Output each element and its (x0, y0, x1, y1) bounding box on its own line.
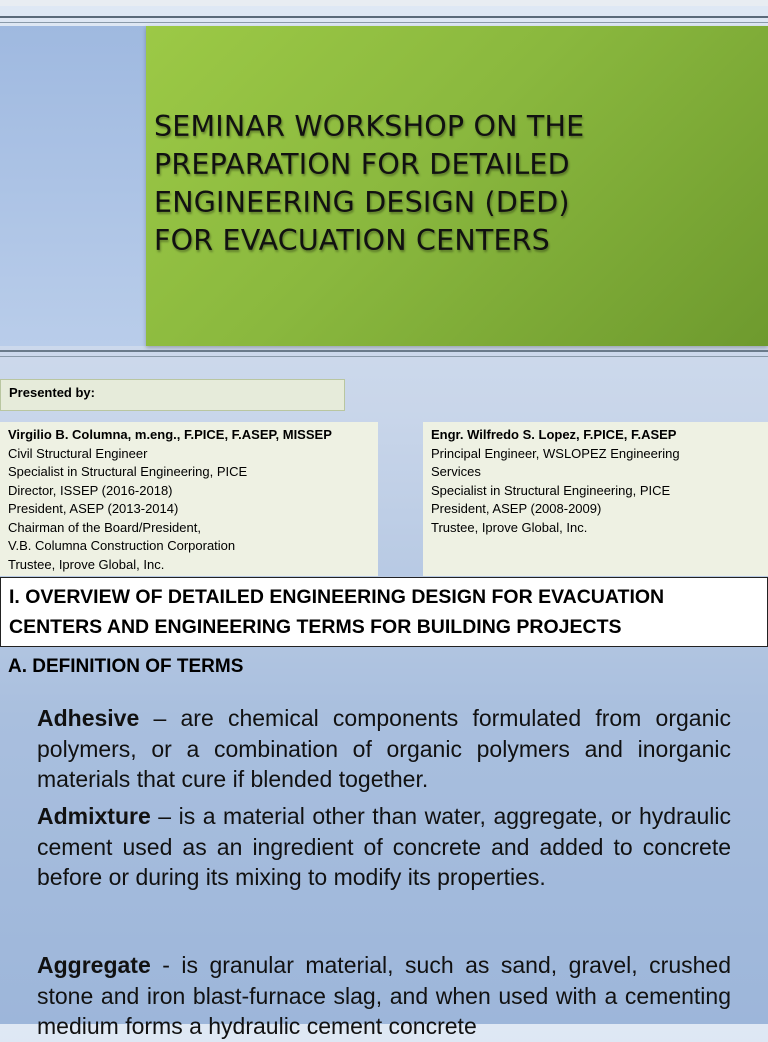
speaker-credential: Civil Structural Engineer (8, 445, 148, 461)
title-line: FOR EVACUATION CENTERS (154, 224, 550, 257)
speaker-credential: Specialist in Structural Engineering, PICE (8, 464, 248, 479)
section-heading-line: CENTERS AND ENGINEERING TERMS FOR BUILDING PROJECTS (9, 616, 622, 638)
term-aggregate (37, 950, 731, 1042)
term-definition: – are chemical components formulated from organic polymers, or a combination of organic polymers and inorganic materials that cure if blended together. (37, 705, 731, 792)
speaker-name: Engr. Wilfredo S. Lopez, F.PICE, F.ASEP (431, 427, 677, 442)
definitions-heading: A. DEFINITION OF TERMS (8, 656, 244, 677)
speaker-credential: President, ASEP (2013-2014) (8, 501, 179, 516)
speaker-credential: Chairman of the Board/President, (8, 519, 201, 535)
term-name: Admixture (37, 803, 151, 829)
top-strip (0, 0, 768, 6)
left-accent-block (0, 26, 146, 346)
speaker-card-lopez (423, 422, 768, 576)
section-heading-line: I. OVERVIEW OF DETAILED ENGINEERING DESIGN FOR EVACUATION (9, 586, 665, 608)
middle-divider-thin (0, 356, 768, 357)
top-divider-thin (0, 22, 768, 23)
title-line: PREPARATION FOR DETAILED (154, 148, 570, 181)
term-definition: - is granular material, such as sand, gravel, crushed stone and iron blast-furnace slag, and when used with a cementing medium forms a hydraulic cement concrete (37, 952, 731, 1039)
speaker-credential: Principal Engineer, WSLOPEZ Engineering (431, 445, 680, 461)
speaker-card-columna (0, 422, 378, 576)
speaker-credential: Services (431, 464, 481, 479)
speaker-name: Virgilio B. Columna, m.eng., F.PICE, F.ASEP, MISSEP (8, 427, 332, 442)
top-divider (0, 16, 768, 18)
seminar-title (154, 108, 764, 260)
speaker-credential: Director, ISSEP (2016-2018) (8, 482, 173, 498)
speaker-credential: Trustee, Iprove Global, Inc. (8, 556, 165, 572)
term-adhesive (37, 703, 731, 795)
title-line: ENGINEERING DESIGN (DED) (154, 186, 570, 219)
section-heading-box (0, 577, 768, 647)
speaker-credential: Trustee, Iprove Global, Inc. (431, 519, 588, 535)
presented-by-label: Presented by: (0, 379, 345, 411)
term-name: Adhesive (37, 705, 140, 731)
term-definition: – is a material other than water, aggregate, or hydraulic cement used as an ingredient of concrete and added to concrete before or during its mixing to modify its properties. (37, 803, 731, 890)
term-name: Aggregate (37, 952, 151, 978)
speaker-credential: Specialist in Structural Engineering, PICE (431, 482, 671, 498)
speaker-credential: V.B. Columna Construction Corporation (8, 538, 236, 553)
middle-divider (0, 350, 768, 352)
title-line: SEMINAR WORKSHOP ON THE (154, 110, 585, 143)
term-admixture (37, 801, 731, 893)
title-panel (146, 26, 768, 346)
speaker-credential: President, ASEP (2008-2009) (431, 501, 602, 516)
